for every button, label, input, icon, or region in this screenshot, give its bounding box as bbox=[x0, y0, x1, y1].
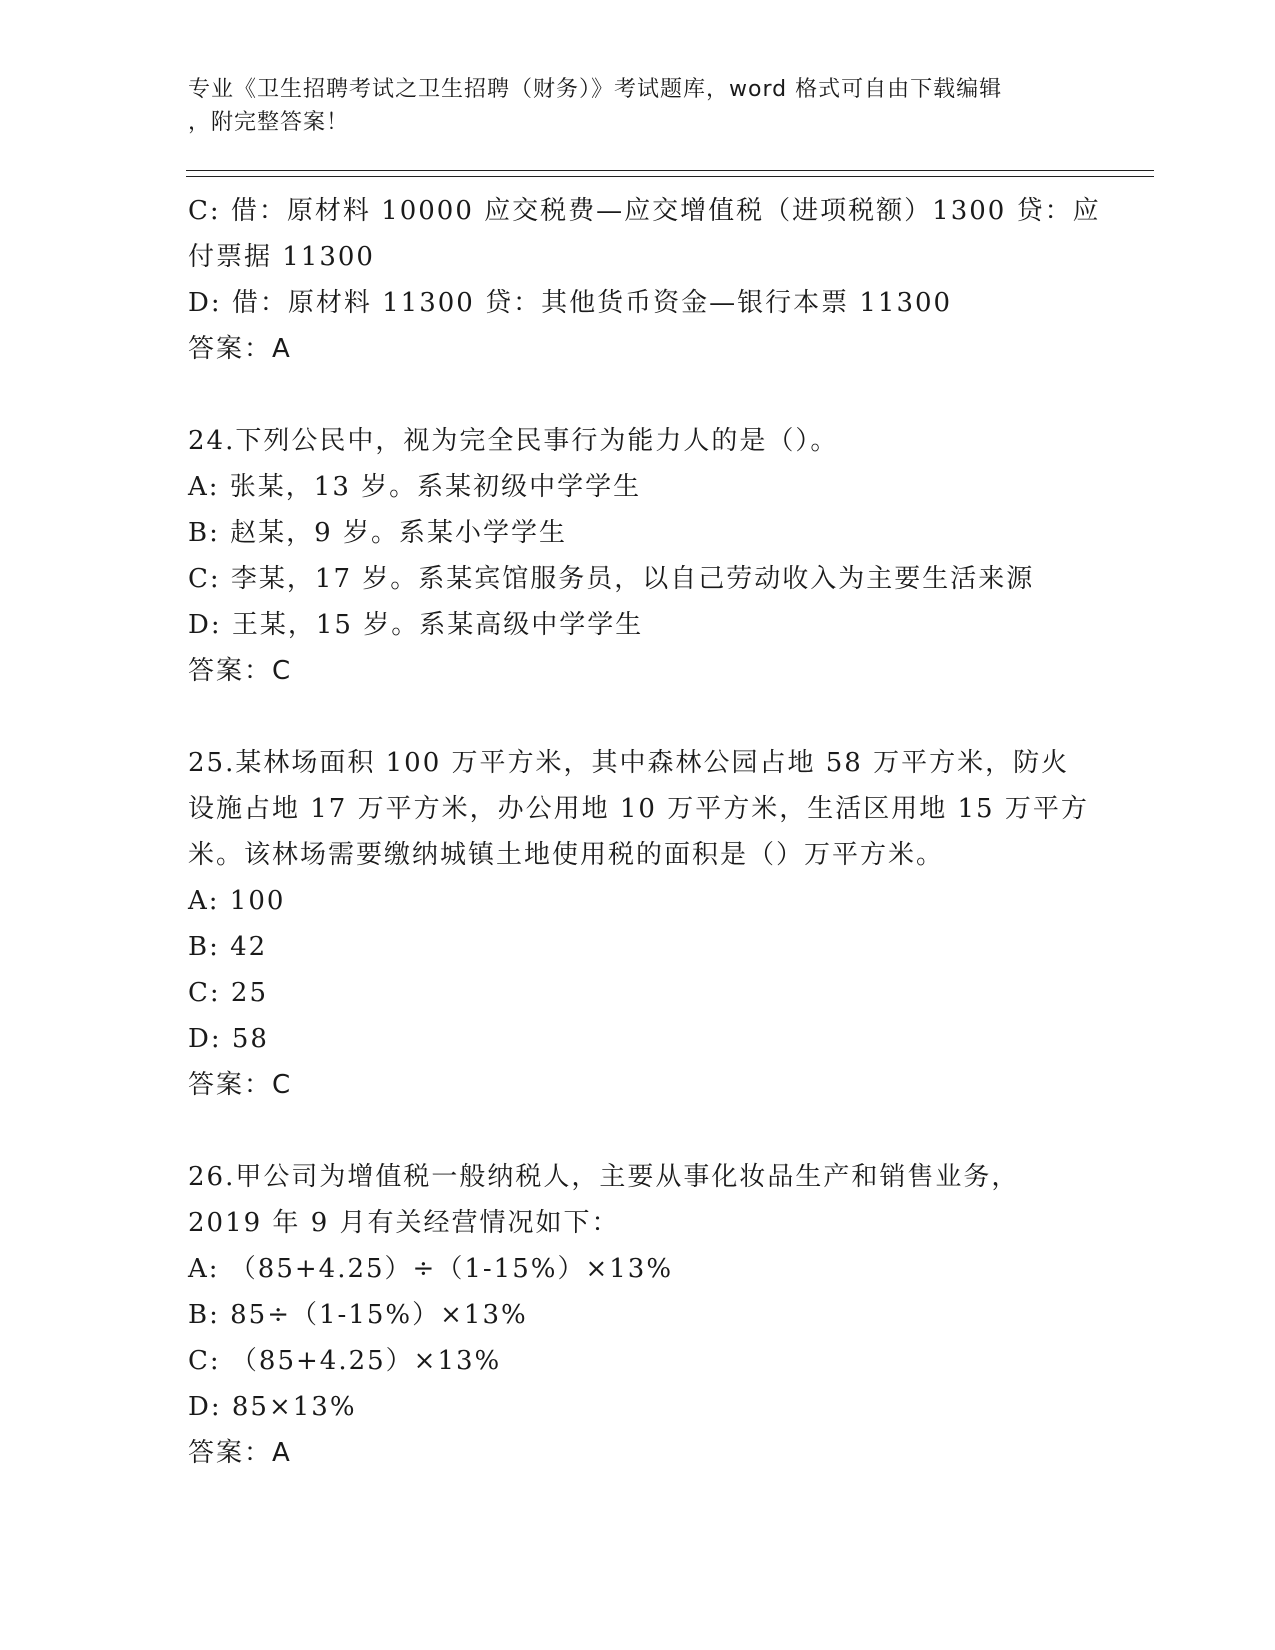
option-c: C: 李某，17 岁。系某宾馆服务员，以自己劳动收入为主要生活来源 bbox=[188, 564, 1035, 594]
question-24 bbox=[188, 418, 1088, 694]
answer: 答案：A bbox=[188, 334, 292, 364]
question-26 bbox=[188, 1154, 1088, 1476]
answer: 答案：A bbox=[188, 1438, 292, 1468]
question-content bbox=[188, 188, 1101, 1476]
option-a: A: 张某，13 岁。系某初级中学学生 bbox=[188, 472, 642, 502]
option-a: A: 100 bbox=[188, 886, 286, 916]
answer: 答案：C bbox=[188, 656, 293, 686]
document-header bbox=[188, 73, 1088, 139]
option-a: A: （85+4.25）÷（1-15%）×13% bbox=[188, 1254, 674, 1284]
header-title-line-1: 专业《卫生招聘考试之卫生招聘（财务）》考试题库，word 格式可自由下载编辑 bbox=[188, 77, 1003, 102]
question-stem: 25.某林场面积 100 万平方米，其中森林公园占地 58 万平方米，防火 bbox=[188, 748, 1070, 778]
question-23-tail bbox=[188, 188, 1101, 372]
option-d: D: 58 bbox=[188, 1024, 269, 1054]
option-b: B: 42 bbox=[188, 932, 268, 962]
question-stem: 24.下列公民中，视为完全民事行为能力人的是（）。 bbox=[188, 426, 839, 456]
header-title-line-2: ，附完整答案！ bbox=[188, 110, 350, 135]
option-c: C: （85+4.25）×13% bbox=[188, 1346, 502, 1376]
header-rule-bottom bbox=[186, 176, 1154, 177]
option-d: D: 85×13% bbox=[188, 1392, 357, 1422]
question-25 bbox=[188, 740, 1088, 1108]
option-c: C: 借：原材料 10000 应交税费—应交增值税（进项税额）1300 贷：应 bbox=[188, 196, 1101, 226]
question-stem: 26.甲公司为增值税一般纳税人，主要从事化妆品生产和销售业务， bbox=[188, 1162, 1020, 1192]
question-stem-continued: 设施占地 17 万平方米，办公用地 10 万平方米，生活区用地 15 万平方 bbox=[188, 794, 1089, 824]
option-c-continued: 付票据 11300 bbox=[188, 242, 375, 272]
option-c: C: 25 bbox=[188, 978, 269, 1008]
option-d: D: 借：原材料 11300 贷：其他货币资金—银行本票 11300 bbox=[188, 288, 953, 318]
answer: 答案：C bbox=[188, 1070, 293, 1100]
question-stem-continued: 米。该林场需要缴纳城镇土地使用税的面积是（）万平方米。 bbox=[188, 840, 945, 870]
question-stem-continued: 2019 年 9 月有关经营情况如下： bbox=[188, 1208, 620, 1238]
option-d: D: 王某，15 岁。系某高级中学学生 bbox=[188, 610, 644, 640]
option-b: B: 赵某，9 岁。系某小学学生 bbox=[188, 518, 567, 548]
header-rule-top bbox=[186, 170, 1154, 171]
option-b: B: 85÷（1-15%）×13% bbox=[188, 1300, 528, 1330]
